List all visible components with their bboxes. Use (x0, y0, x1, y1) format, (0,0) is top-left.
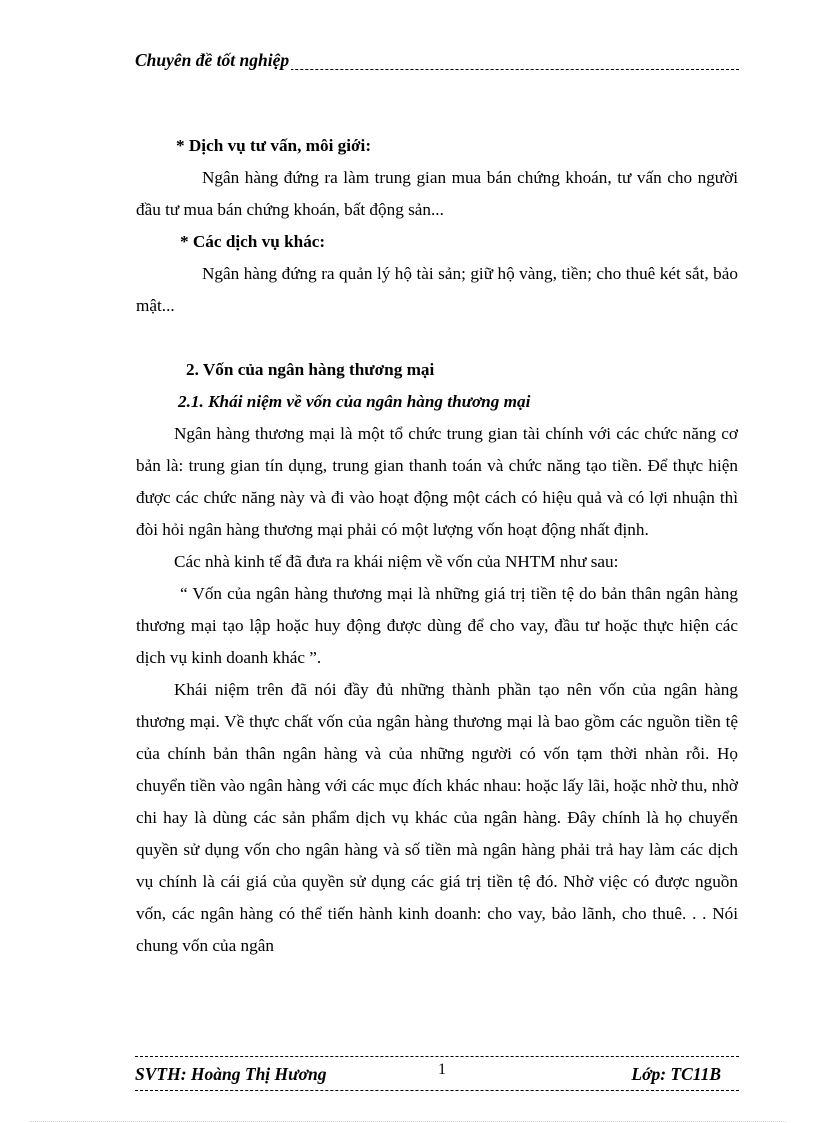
subsection-heading-capital-concept: 2.1. Khái niệm về vốn của ngân hàng thương mại (178, 392, 531, 411)
section-heading-capital: 2. Vốn của ngân hàng thương mại (186, 360, 435, 379)
paragraph-other-services: Ngân hàng đứng ra quản lý hộ tài sản; giữ hộ vàng, tiền; cho thuê két sắt, bảo mật... (136, 264, 738, 315)
blank-line-spacer (136, 322, 738, 354)
paragraph-economists-concept: Các nhà kinh tế đã đưa ra khái niệm về vốn của NHTM như sau: (174, 552, 619, 571)
footer-class-label: Lớp: TC11B (631, 1064, 721, 1084)
footer-dashed-rule-top (135, 1056, 739, 1057)
paragraph-consulting-services: Ngân hàng đứng ra làm trung gian mua bán chứng khoán, tư vấn cho người đầu tư mua bán chứng khoán, bất động sản... (136, 168, 738, 219)
footer-author: SVTH: Hoàng Thị Hương (135, 1064, 327, 1084)
heading-consulting-services: * Dịch vụ tư vấn, môi giới: (176, 136, 372, 155)
paragraph-capital-definition-quote: “ Vốn của ngân hàng thương mại là những giá trị tiền tệ do bản thân ngân hàng thương mại tạo lập hoặc huy động được dùng để cho vay, đầu tư hoặc thực hiện các dịch vụ kinh doanh khác ”. (136, 584, 738, 667)
page-bottom-dotted-edge (30, 1121, 786, 1122)
footer-page-number: 1 (438, 1061, 446, 1078)
page-header (135, 48, 739, 74)
page-footer (135, 1062, 739, 1088)
paragraph-capital-explanation: Khái niệm trên đã nói đầy đủ những thành phần tạo nên vốn của ngân hàng thương mại. Về thực chất vốn của ngân hàng thương mại là bao gồm các nguồn tiền tệ của chính bản thân ngân hàng và của những người có vốn tạm thời nhàn rỗi. Họ chuyển tiền vào ngân hàng với các mục đích khác nhau: hoặc lấy lãi, hoặc nhờ thu, nhờ chi hay là dùng các sản phẩm dịch vụ khác của ngân hàng. Đây chính là họ chuyển quyền sử dụng vốn cho ngân hàng và số tiền mà ngân hàng phải trả hay làm các dịch vụ chính là cái giá của quyền sử dụng các giá trị tiền tệ đó. Nhờ việc có được nguồn vốn, các ngân hàng có thể tiến hành kinh doanh: cho vay, bảo lãnh, cho thuê. . . Nói chung vốn của ngân (136, 680, 738, 955)
footer-dashed-rule-bottom (135, 1090, 739, 1091)
heading-other-services: * Các dịch vụ khác: (180, 232, 326, 251)
document-body (136, 130, 738, 962)
paragraph-commercial-bank-functions: Ngân hàng thương mại là một tổ chức trung gian tài chính với các chức năng cơ bản là: trung gian tín dụng, trung gian thanh toán và chức năng tạo tiền. Để thực hiện được các chức năng này và đi vào hoạt động một cách có hiệu quả và có lợi nhuận thì đòi hỏi ngân hàng thương mại phải có một lượng vốn hoạt động nhất định. (136, 424, 738, 539)
header-title: Chuyên đề tốt nghiệp (135, 50, 290, 70)
